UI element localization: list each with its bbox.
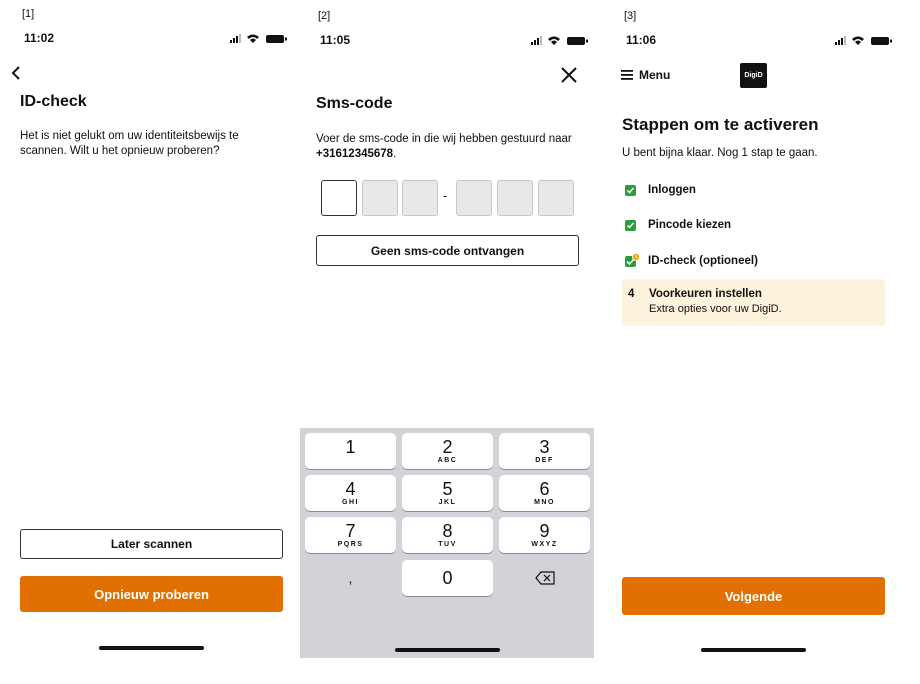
status-time: 11:02	[24, 31, 55, 45]
code-digit-6[interactable]	[538, 180, 574, 216]
pending-check-icon	[625, 253, 640, 268]
code-digit-2[interactable]	[362, 180, 398, 216]
code-digit-5[interactable]	[497, 180, 533, 216]
key-9[interactable]: 9 WXYZ	[499, 517, 590, 553]
backspace-icon	[535, 571, 555, 585]
home-indicator	[99, 646, 204, 650]
code-digit-1[interactable]	[321, 180, 357, 216]
step-label: Voorkeuren instellen	[649, 288, 762, 300]
page-title: ID-check	[20, 93, 87, 110]
key-5[interactable]: 5 JKL	[402, 475, 493, 511]
geen-sms-code-button[interactable]: Geen sms-code ontvangen	[316, 235, 579, 266]
later-scannen-button[interactable]: Later scannen	[20, 529, 283, 559]
sms-instruction: Voer de sms-code in die wij hebben gestuurd naar +31612345678.	[316, 133, 572, 160]
key-0[interactable]: 0	[402, 560, 493, 596]
status-icons	[230, 32, 288, 44]
code-separator: -	[443, 188, 448, 203]
screen-index: [2]	[318, 10, 331, 22]
status-icons	[835, 34, 893, 46]
home-indicator	[395, 648, 500, 652]
status-time: 11:06	[626, 33, 657, 47]
step-pincode: Pincode kiezen	[625, 219, 731, 231]
code-digit-3[interactable]	[402, 180, 438, 216]
volgende-button[interactable]: Volgende	[622, 577, 885, 615]
code-digit-4[interactable]	[456, 180, 492, 216]
home-indicator	[701, 648, 806, 652]
screen-index: [1]	[22, 8, 35, 20]
page-title: Stappen om te activeren	[622, 115, 819, 134]
key-2[interactable]: 2 ABC	[402, 433, 493, 469]
back-arrow-icon[interactable]	[10, 66, 22, 80]
step-voorkeuren[interactable]	[622, 279, 885, 326]
step-id-check: ID-check (optioneel)	[625, 253, 758, 268]
close-icon[interactable]	[560, 66, 578, 84]
key-3[interactable]: 3 DEF	[499, 433, 590, 469]
key-4[interactable]: 4 GHI	[305, 475, 396, 511]
opnieuw-proberen-button[interactable]: Opnieuw proberen	[20, 576, 283, 612]
status-icons	[531, 34, 589, 46]
key-1[interactable]: 1	[305, 433, 396, 469]
key-comma[interactable]: ,	[348, 570, 353, 586]
digid-logo: DigiD	[740, 63, 767, 88]
page-title: Sms-code	[316, 95, 393, 112]
step-description: Extra opties voor uw DigiD.	[649, 303, 782, 315]
error-message: Het is niet gelukt om uw identiteitsbewijs te scannen. Wilt u het opnieuw proberen?	[20, 130, 239, 157]
key-8[interactable]: 8 TUV	[402, 517, 493, 553]
page-subtitle: U bent bijna klaar. Nog 1 stap te gaan.	[622, 147, 818, 159]
hamburger-icon	[621, 70, 633, 80]
menu-button[interactable]: Menu	[621, 68, 670, 82]
status-time: 11:05	[320, 33, 351, 47]
key-6[interactable]: 6 MNO	[499, 475, 590, 511]
checkmark-icon	[625, 220, 636, 231]
checkmark-icon	[625, 185, 636, 196]
key-7[interactable]: 7 PQRS	[305, 517, 396, 553]
phone-number: +31612345678	[316, 148, 394, 160]
backspace-key[interactable]	[499, 560, 590, 596]
step-inloggen: Inloggen	[625, 184, 696, 196]
screen-index: [3]	[624, 10, 637, 22]
step-number: 4	[628, 288, 635, 300]
